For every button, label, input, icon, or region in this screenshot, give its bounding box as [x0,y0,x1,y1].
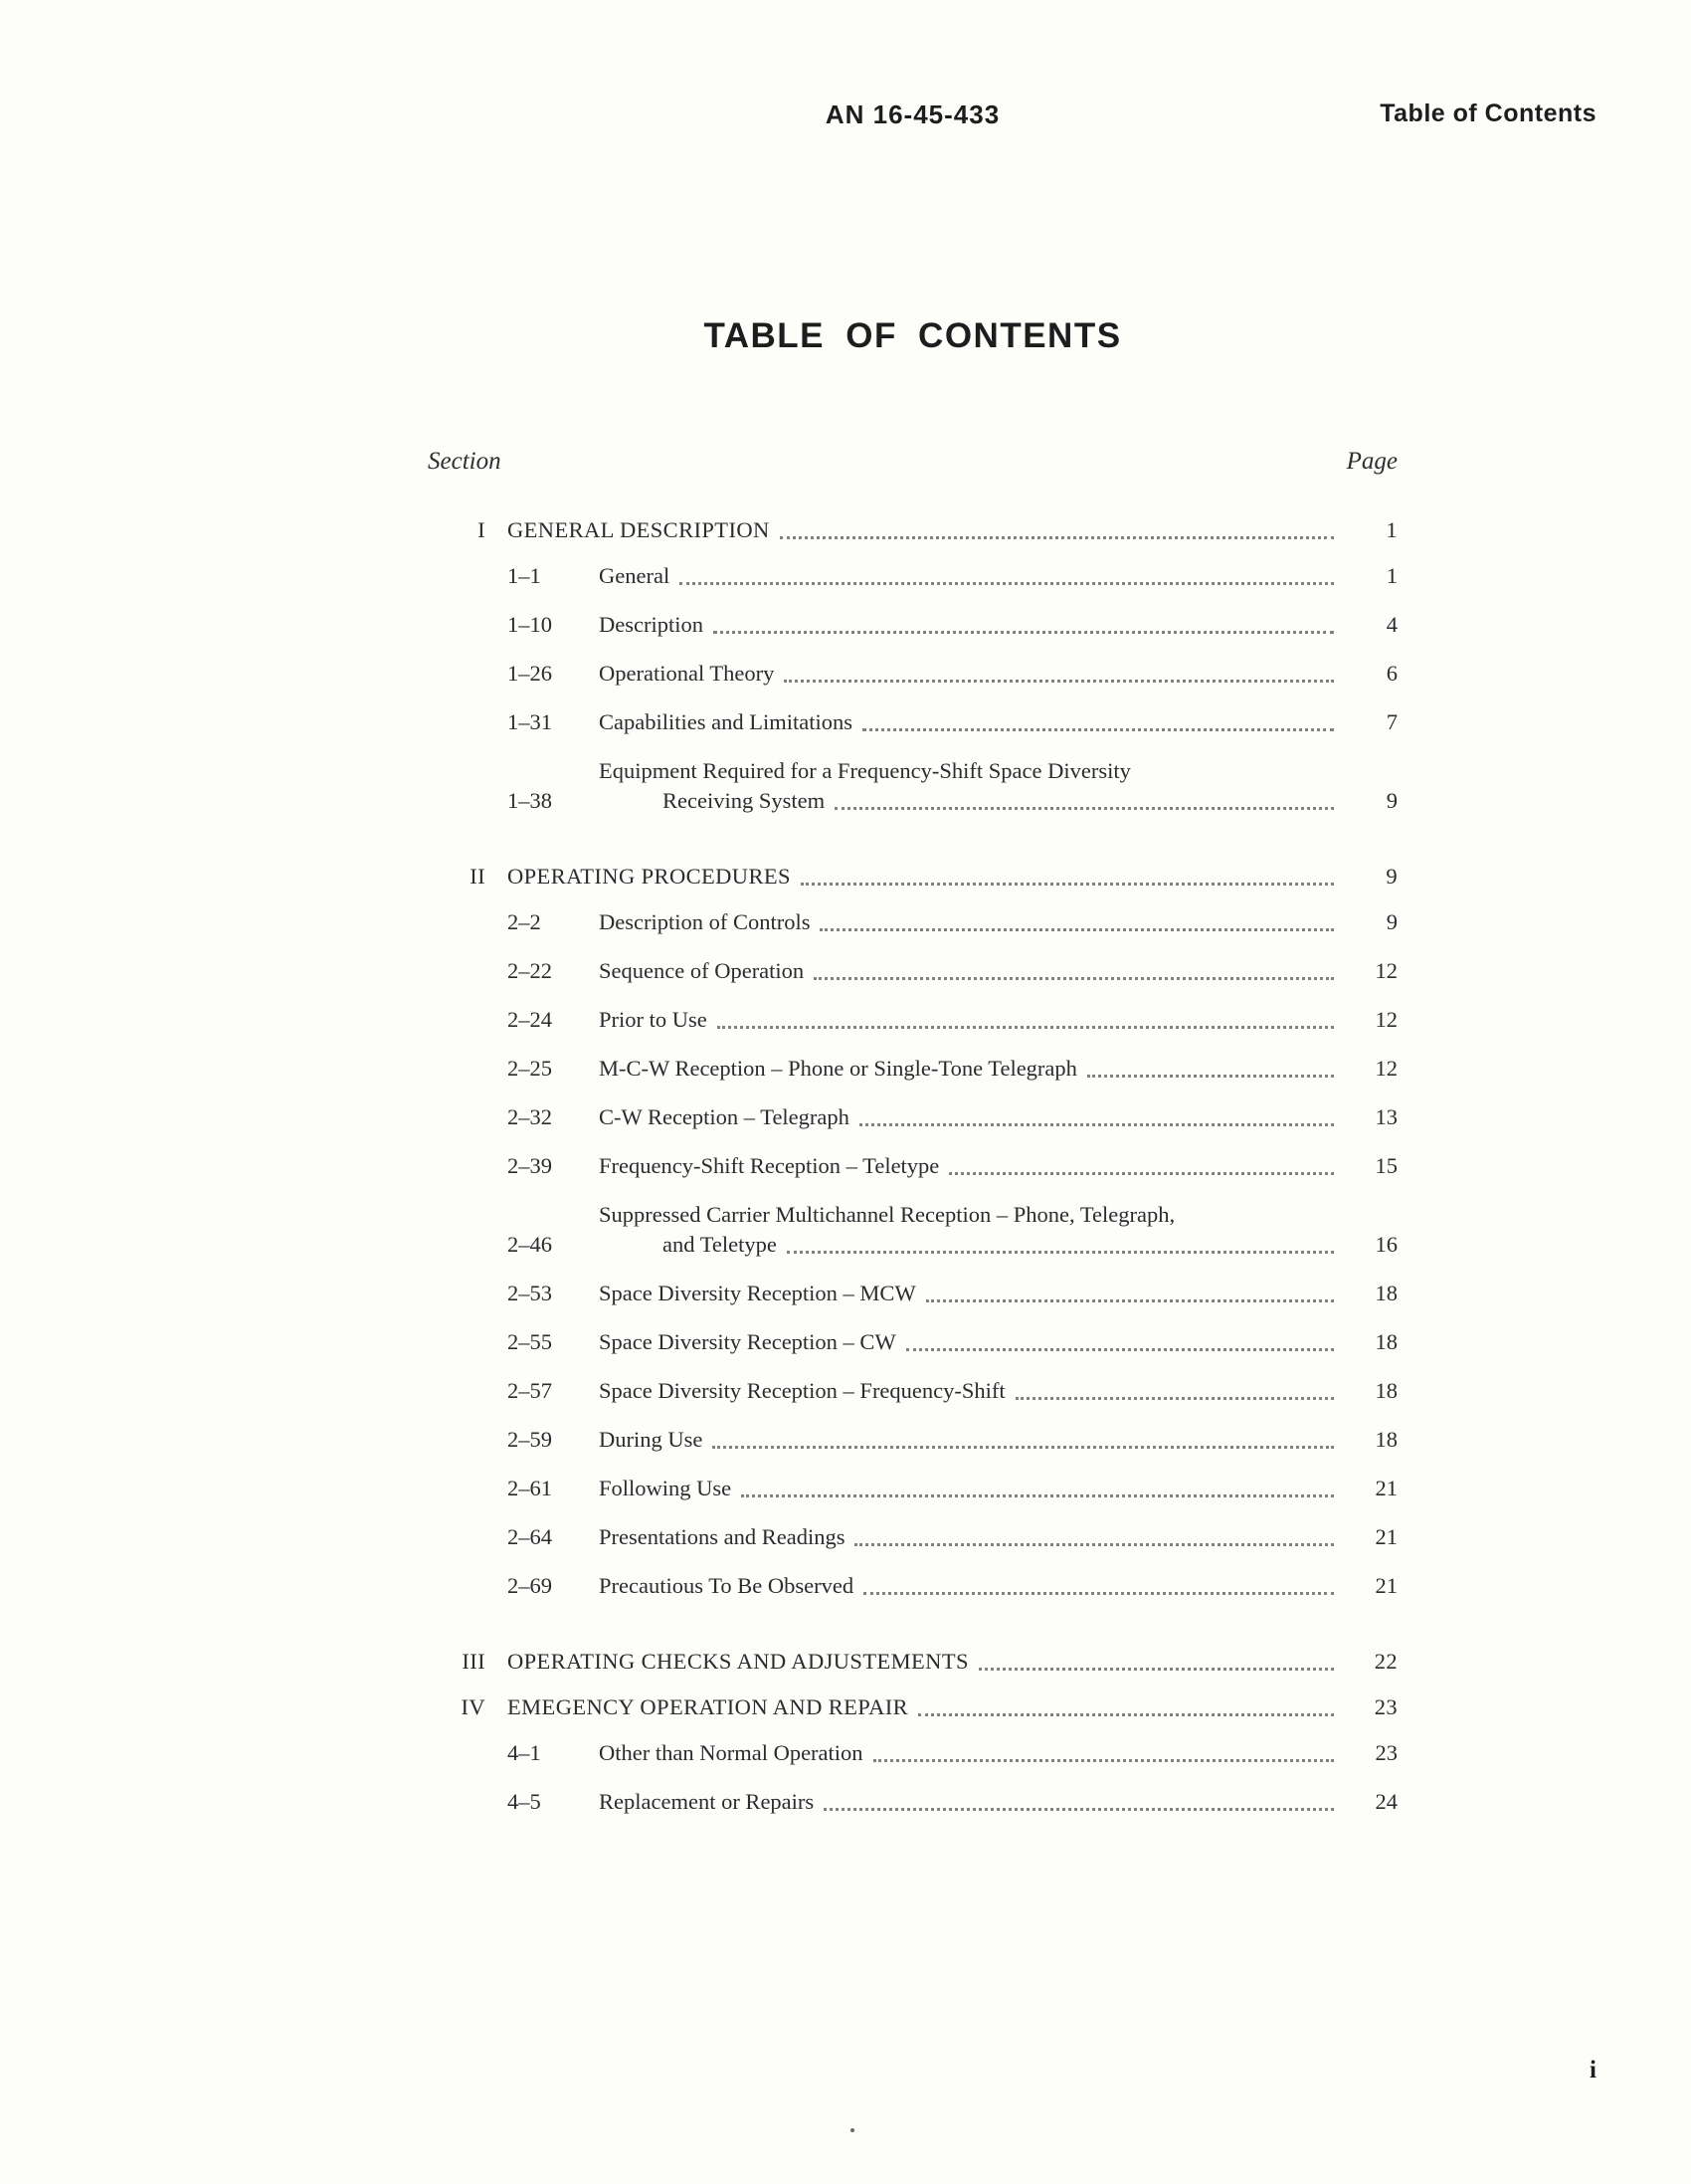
entry-title: Other than Normal Operation [599,1740,863,1765]
entry-title-col [599,1200,1342,1260]
paragraph-number: 1–31 [507,709,552,734]
page-number: 12 [1375,1056,1398,1081]
entry-title-line [599,1787,1342,1817]
entry-title-col [599,1738,1342,1768]
dot-leader [717,1026,1334,1029]
column-labels [428,448,1398,476]
section-title-line [507,1647,1342,1677]
section-numeral: II [470,864,485,889]
page-column-label: Page [1346,448,1398,475]
toc-entry-row [428,610,1398,640]
page-number: 18 [1375,1281,1398,1305]
dot-leader [979,1668,1334,1671]
page-number: 18 [1375,1378,1398,1403]
dot-leader [679,582,1334,585]
entry-title: Prior to Use [599,1007,707,1032]
toc-entry-row [428,1327,1398,1357]
dot-leader [801,883,1334,886]
paragraph-number: 1–10 [507,612,552,637]
paragraph-number: 4–1 [507,1740,541,1765]
toc-section-row [428,1647,1398,1677]
entry-title-col [599,1376,1342,1406]
entry-title-line [599,707,1342,737]
section-numeral: IV [461,1694,485,1719]
entry-title-line1: Suppressed Carrier Multichannel Reception – Phone, Telegraph, [599,1202,1176,1227]
dot-leader [906,1348,1334,1351]
entry-title-line2 [599,786,1342,816]
entry-title-line [599,1571,1342,1601]
paragraph-number: 2–64 [507,1524,552,1549]
paragraph-number: 1–26 [507,661,552,686]
section-title-line [507,862,1342,892]
entry-title-col [599,1474,1342,1503]
toc-entry-row [428,1200,1398,1260]
entry-title: Space Diversity Reception – Frequency-Shift [599,1378,1006,1403]
paragraph-number: 2–2 [507,909,541,934]
dot-leader [854,1543,1334,1546]
page-number: 21 [1375,1524,1398,1549]
toc-title: TABLE OF CONTENTS [703,316,1122,355]
toc-entry-row [428,659,1398,689]
entry-title-line2 [599,1230,1342,1260]
entry-title-line [599,1102,1342,1132]
entry-title-line [599,956,1342,986]
toc-entry-row [428,1738,1398,1768]
entry-title-line [599,907,1342,937]
entry-title-col [599,1279,1342,1308]
page-number: 23 [1374,1694,1398,1719]
toc-entry-row [428,1425,1398,1455]
page-number: 18 [1375,1329,1398,1354]
page-number: 18 [1375,1427,1398,1452]
paragraph-number: 2–25 [507,1056,552,1081]
page-number: 21 [1375,1476,1398,1500]
paragraph-number: 2–57 [507,1378,552,1403]
paragraph-number: 2–53 [507,1281,552,1305]
entry-title-col [599,1425,1342,1455]
paragraph-number: 1–38 [507,788,552,813]
section-title: GENERAL DESCRIPTION [507,517,770,542]
entry-title: Following Use [599,1476,732,1500]
page-number: 4 [1386,612,1398,637]
entry-title-line [599,1151,1342,1181]
entry-title: Space Diversity Reception – CW [599,1329,896,1354]
page-number: 1 [1386,517,1398,542]
toc-entry-row [428,1054,1398,1084]
page-number: 12 [1375,1007,1398,1032]
toc-entry-row [428,1279,1398,1308]
page-number: 13 [1375,1104,1398,1129]
dot-leader [787,1251,1334,1254]
entry-title: M-C-W Reception – Phone or Single-Tone Telegraph [599,1056,1077,1081]
dot-leader [949,1172,1334,1175]
entry-title-line1: Equipment Required for a Frequency-Shift Space Diversity [599,758,1131,783]
dot-leader [859,1123,1334,1126]
toc-entry-row [428,1005,1398,1035]
entry-title: Capabilities and Limitations [599,709,852,734]
entry-title-line [599,1327,1342,1357]
page-number: 22 [1374,1649,1398,1674]
paragraph-number: 2–22 [507,958,552,983]
entry-title: Operational Theory [599,661,775,686]
page-number: 12 [1375,958,1398,983]
dot-leader [741,1494,1334,1497]
section-title-line [507,515,1342,545]
toc-section-row [428,1692,1398,1722]
entry-title-col [599,1522,1342,1552]
page-number: 6 [1386,661,1398,686]
entry-title: Description [599,612,703,637]
entry-title-col [599,1151,1342,1181]
page-number: 15 [1375,1153,1398,1178]
dot-leader [713,631,1334,634]
section-title: EMEGENCY OPERATION AND REPAIR [507,1694,909,1719]
toc-entry-row [428,956,1398,986]
entry-title: Sequence of Operation [599,958,805,983]
section-title-col [507,515,1342,545]
toc-entry-row [428,907,1398,937]
entry-title-col [599,659,1342,689]
entry-title-line [599,1376,1342,1406]
section-title-col [507,862,1342,892]
toc-entry-row [428,1376,1398,1406]
page-number: 24 [1375,1789,1398,1814]
entry-title-col [599,1005,1342,1035]
entry-title: Space Diversity Reception – MCW [599,1281,916,1305]
paragraph-number: 2–59 [507,1427,552,1452]
doc-number: AN 16-45-433 [825,99,1001,129]
dot-leader [926,1299,1334,1302]
entry-title: During Use [599,1427,703,1452]
entry-title: Description of Controls [599,909,811,934]
entry-title: General [599,563,670,588]
toc-entry-row [428,756,1398,816]
page-number: 21 [1375,1573,1398,1598]
entry-title-line [599,1054,1342,1084]
entry-title-line [599,1474,1342,1503]
dot-leader [780,536,1334,539]
entry-title-col [599,1327,1342,1357]
dot-leader [835,807,1334,810]
entry-title: C-W Reception – Telegraph [599,1104,849,1129]
paragraph-number: 1–1 [507,563,541,588]
entry-title-line [599,561,1342,591]
entry-title-col [599,561,1342,591]
entry-title-line [599,1522,1342,1552]
toc-section-row [428,862,1398,892]
entry-title-line [599,610,1342,640]
toc-entry-row [428,561,1398,591]
page-number: 9 [1386,788,1398,813]
entry-title-col [599,1102,1342,1132]
entry-title-continuation: Receiving System [662,788,826,813]
content-column [428,316,1398,1817]
toc-list [428,515,1398,1817]
page-number: 16 [1375,1232,1398,1257]
paragraph-number: 2–32 [507,1104,552,1129]
toc-entry-row [428,1571,1398,1601]
toc-section-row [428,515,1398,545]
dot-leader [824,1808,1334,1811]
paragraph-number: 2–24 [507,1007,552,1032]
entry-title: Presentations and Readings [599,1524,846,1549]
paragraph-number: 2–69 [507,1573,552,1598]
entry-title-col [599,1054,1342,1084]
entry-title: Replacement or Repairs [599,1789,815,1814]
entry-title-line [599,1005,1342,1035]
dot-leader [863,1592,1334,1595]
toc-entry-row [428,1102,1398,1132]
dot-leader [862,728,1334,731]
entry-title: Frequency-Shift Reception – Teletype [599,1153,940,1178]
entry-title-line [599,1425,1342,1455]
entry-title-col [599,907,1342,937]
section-column-label: Section [428,448,501,475]
section-numeral: III [462,1649,485,1674]
dot-leader [712,1446,1334,1449]
section-title-col [507,1692,1342,1722]
section-numeral: I [477,517,485,542]
toc-entry-row [428,707,1398,737]
dot-leader [784,680,1334,683]
toc-entry-row [428,1151,1398,1181]
dot-leader [1016,1397,1334,1400]
dot-leader [1087,1075,1334,1078]
paragraph-number: 2–61 [507,1476,552,1500]
page-number: 1 [1386,563,1398,588]
section-title: OPERATING PROCEDURES [507,864,791,889]
paragraph-number: 2–39 [507,1153,552,1178]
page-header [0,0,1691,135]
entry-title-col [599,956,1342,986]
page-number: 9 [1386,909,1398,934]
page-number: 23 [1375,1740,1398,1765]
paragraph-number: 2–55 [507,1329,552,1354]
toc-entry-row [428,1787,1398,1817]
entry-title-col [599,1787,1342,1817]
dot-leader [820,928,1334,931]
entry-title-line [599,1279,1342,1308]
page-number: 7 [1386,709,1398,734]
dot-leader [814,977,1334,980]
scan-artifact-dot [850,2128,854,2132]
header-page-label: Table of Contents [1380,99,1597,127]
section-title: OPERATING CHECKS AND ADJUSTEMENTS [507,1649,969,1674]
entry-title-col [599,610,1342,640]
entry-title-line [599,1738,1342,1768]
dot-leader [918,1713,1334,1716]
entry-title: Precautious To Be Observed [599,1573,854,1598]
paragraph-number: 4–5 [507,1789,541,1814]
toc-entry-row [428,1522,1398,1552]
toc-entry-row [428,1474,1398,1503]
dot-leader [873,1759,1334,1762]
entry-title-col [599,707,1342,737]
section-title-col [507,1647,1342,1677]
folio-page-number: i [1590,2057,1597,2084]
entry-title-continuation: and Teletype [662,1232,777,1257]
section-title-line [507,1692,1342,1722]
entry-title-line [599,659,1342,689]
paragraph-number: 2–46 [507,1232,552,1257]
entry-title-col [599,756,1342,816]
entry-title-col [599,1571,1342,1601]
page-number: 9 [1386,864,1398,889]
